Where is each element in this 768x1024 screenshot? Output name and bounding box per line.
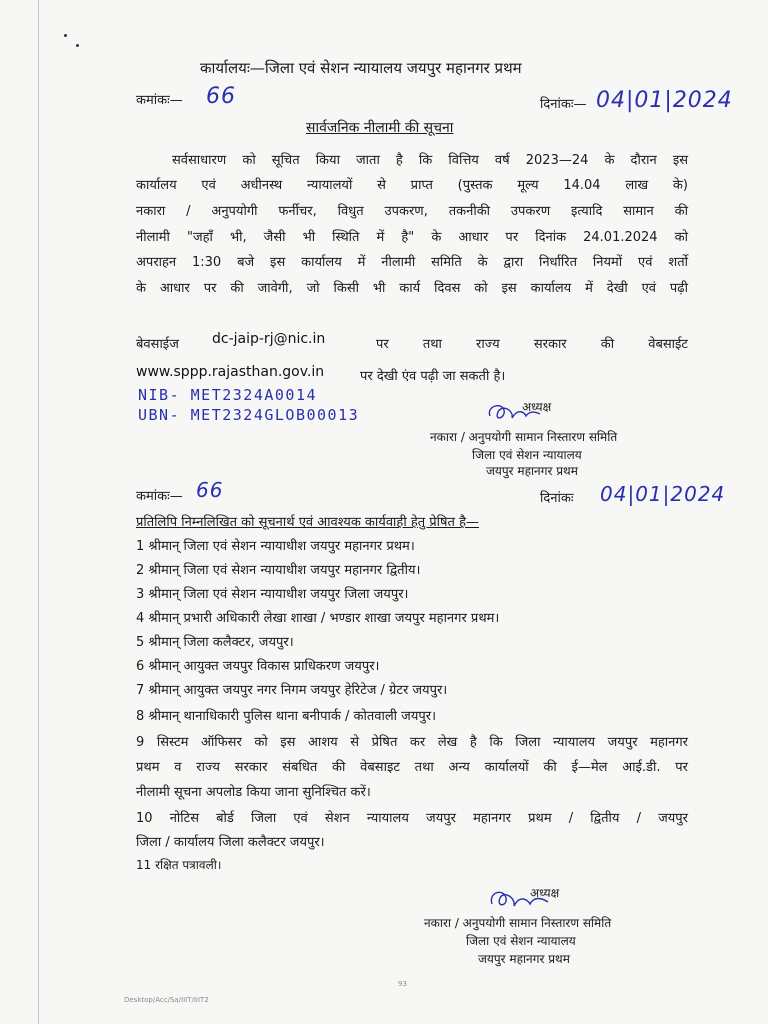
copy-list-item: 11 रक्षित पत्रावली।	[136, 858, 222, 872]
notice-line: के आधार पर की जावेगी, जो किसी भी कार्य दिवस को इस कार्यालय में देखी एवं पढ़ी	[136, 281, 688, 296]
nib-number: NIB- MET2324A0014	[138, 386, 318, 404]
copy-list-item: 5 श्रीमान् जिला कलैक्टर, जयपुर।	[136, 635, 294, 650]
signature-line: जिला एवं सेशन न्यायालय	[466, 934, 576, 948]
dinank-label: दिनांकः—	[540, 97, 587, 112]
footer-path: Desktop/Acc/Sa/IIIT/IIIT2	[124, 996, 209, 1004]
copy-kramank-handwritten: 66	[196, 478, 224, 502]
notice-line: कार्यालय एवं अधीनस्थ न्यायालयों से प्राप्त (पुस्तक मूल्य 14.04 लाख के)	[136, 178, 688, 193]
notice-line: नीलामी "जहाँ भी, जैसी भी स्थिति में है" के आधार पर दिनांक 24.01.2024 को	[136, 230, 688, 245]
kramank-handwritten: 66	[206, 84, 236, 109]
signature-role: अध्यक्ष	[522, 400, 552, 414]
copy-heading: प्रतिलिपि निम्नलिखित को सूचनार्थ एवं आवश्यक कार्यवाही हेतु प्रेषित है—	[136, 515, 479, 530]
notice-line: नकारा / अनुपयोगी फर्नीचर, विधुत उपकरण, तकनीकी उपकरण इत्यादि सामान की	[136, 204, 688, 219]
copy-dinank-handwritten: 04|01|2024	[600, 482, 726, 506]
kramank-label: कमांकः—	[136, 93, 183, 108]
notice-heading: सार्वजनिक नीलामी की सूचना	[306, 120, 454, 136]
copy-list-item: 4 श्रीमान् प्रभारी अधिकारी लेखा शाखा / भण्डार शाखा जयपुर महानगर प्रथम।	[136, 611, 500, 626]
signature-role: अध्यक्ष	[530, 886, 560, 900]
copy-list-item: 6 श्रीमान् आयुक्त जयपुर विकास प्राधिकरण जयपुर।	[136, 659, 380, 674]
speck-dot	[76, 44, 79, 47]
dinank-handwritten: 04|01|2024	[596, 88, 733, 113]
website-suffix: पर तथा राज्य सरकार की वेबसाईट	[376, 337, 688, 352]
notice-line: अपराहन 1:30 बजे इस कार्यालय में नीलामी समिति के द्वारा निर्धारित नियमों एवं शर्तो	[136, 255, 688, 270]
signature-line: जिला एवं सेशन न्यायालय	[472, 448, 582, 462]
speck-dot	[64, 34, 67, 37]
signature-line: नकारा / अनुपयोगी सामान निस्तारण समिति	[430, 430, 618, 444]
copy-item10-line: 10 नोटिस बोर्ड जिला एवं सेशन न्यायालय जयपुर महानगर प्रथम / द्वितीय / जयपुर	[136, 811, 688, 826]
portal-suffix: पर देखी एंव पढ़ी जा सकती है।	[360, 369, 506, 384]
website-prefix: बेवसाईज	[136, 337, 179, 352]
copy-list-item: 2 श्रीमान् जिला एवं सेशन न्यायाधीश जयपुर महानगर द्वितीय।	[136, 563, 421, 578]
signature-line: जयपुर महानगर प्रथम	[486, 464, 578, 478]
portal-link[interactable]: www.sppp.rajasthan.gov.in	[136, 364, 325, 380]
office-title: कार्यालयः—जिला एवं सेशन न्यायालय जयपुर महानगर प्रथम	[200, 59, 522, 77]
copy-list-item: 3 श्रीमान् जिला एवं सेशन न्यायाधीश जयपुर जिला जयपुर।	[136, 587, 409, 602]
email-link[interactable]: dc-jaip-rj@nic.in	[212, 331, 326, 347]
copy-list-item: 8 श्रीमान् थानाधिकारी पुलिस थाना बनीपार्क / कोतवाली जयपुर।	[136, 709, 436, 724]
copy-list-item: 7 श्रीमान् आयुक्त जयपुर नगर निगम जयपुर हेरिटेज / ग्रेटर जयपुर।	[136, 683, 448, 698]
page-edge-line	[38, 0, 39, 1024]
copy-item9-line: प्रथम व राज्य सरकार संबधित की वेबसाइट तथा अन्य कार्यालयों की ई—मेल आई.डी. पर	[136, 760, 688, 775]
copy-dinank-label: दिनांकः	[540, 491, 574, 506]
page-mark: 93	[398, 980, 407, 988]
copy-item9-line: 9 सिस्टम ऑफिसर को इस आशय से प्रेषित कर लेख है कि जिला न्यायालय जयपुर महानगर	[136, 735, 688, 750]
copy-item9-line: नीलामी सूचना अपलोड किया जाना सुनिश्चित करें।	[136, 785, 371, 800]
signature-line: नकारा / अनुपयोगी सामान निस्तारण समिति	[424, 916, 612, 930]
copy-item10-line: जिला / कार्यालय जिला कलैक्टर जयपुर।	[136, 835, 325, 850]
copy-kramank-label: कमांकः—	[136, 489, 183, 504]
signature-line: जयपुर महानगर प्रथम	[478, 952, 570, 966]
notice-line: सर्वसाधारण को सूचित किया जाता है कि वित्तिय वर्ष 2023—24 के दौरान इस	[172, 153, 688, 168]
copy-list-item: 1 श्रीमान् जिला एवं सेशन न्यायाधीश जयपुर महानगर प्रथम।	[136, 539, 415, 554]
ubn-number: UBN- MET2324GLOB00013	[138, 406, 360, 424]
